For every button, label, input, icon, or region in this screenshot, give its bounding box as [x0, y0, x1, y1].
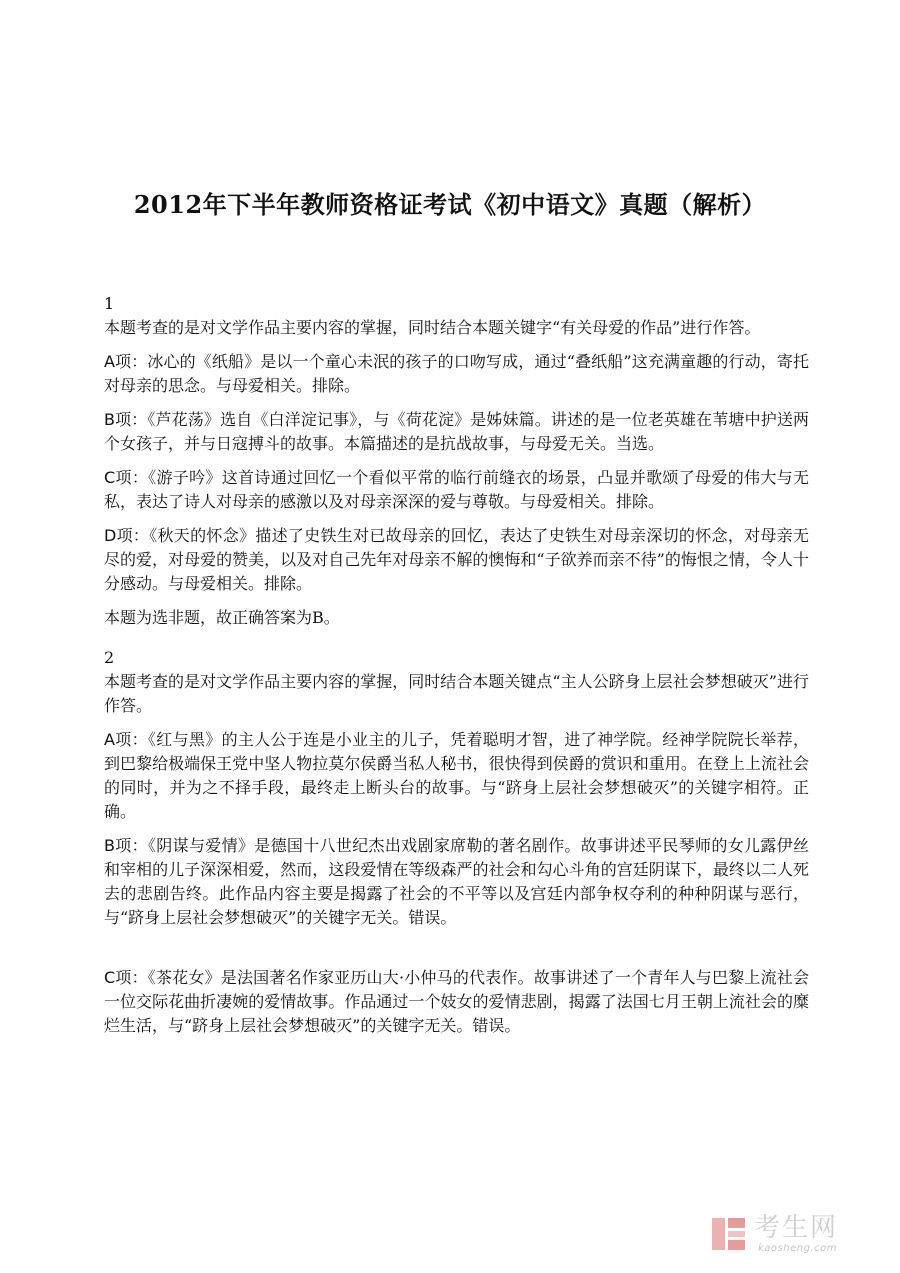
option-paragraph [104, 834, 809, 930]
watermark-brand: 考生网 [754, 1213, 839, 1243]
document-title: 2012年下半年教师资格证考试《初中语文》真题（解析） [133, 190, 767, 219]
kaosheng-logo-icon [710, 1215, 748, 1253]
option-text: 《芦花荡》选自《白洋淀记事》，与《荷花淀》是姊妹篇。讲述的是一位老英雄在苇塘中护送两个女孩子，并与日寇搏斗的故事。本篇描述的是抗战故事，与母爱无关。当选。 [104, 410, 809, 453]
option-text: 《红与黑》的主人公于连是小业主的儿子，凭着聪明才智，进了神学院。经神学院院长举荐，到巴黎给极端保王党中坚人物拉莫尔侯爵当私人秘书，很快得到侯爵的赏识和重用。在登上上流社会的同时，并为之不择手段，最终走上断头台的故事。与“跻身上层社会梦想破灭”的关键字相符。正确。 [104, 730, 809, 821]
watermark [710, 1213, 850, 1259]
option-label: A项： [104, 730, 148, 749]
option-text: 《秋天的怀念》描述了史铁生对已故母亲的回忆，表达了史铁生对母亲深切的怀念，对母亲无尽的爱，对母爱的赞美，以及对自己先年对母亲不解的懊悔和“子欲养而亲不待”的悔恨之情，令人十分感动。与母爱相关。排除。 [104, 526, 809, 593]
option-text: 《游子吟》这首诗通过回忆一个看似平常的临行前缝衣的场景，凸显并歌颂了母爱的伟大与无私，表达了诗人对母亲的感激以及对母亲深深的爱与尊敬。与母爱相关。排除。 [104, 468, 809, 511]
option-paragraph [104, 524, 809, 596]
option-label: A项： [104, 352, 148, 371]
option-paragraph [104, 728, 809, 824]
option-label: B项： [104, 836, 148, 855]
option-paragraph [104, 466, 809, 514]
question-number: 2 [104, 648, 115, 667]
question-conclusion: 本题为选非题，故正确答案为B。 [104, 608, 340, 627]
watermark-domain: kaosheng.com [758, 1243, 837, 1254]
option-text: 《茶花女》是法国著名作家亚历山大·小仲马的代表作。故事讲述了一个青年人与巴黎上流社会一位交际花曲折凄婉的爱情故事。作品通过一个妓女的爱情悲剧，揭露了法国七月王朝上流社会的糜烂生活，与“跻身上层社会梦想破灭”的关键字无关。错误。 [104, 968, 809, 1035]
question-intro: 本题考查的是对文学作品主要内容的掌握，同时结合本题关键点“主人公跻身上层社会梦想破灭”进行作答。 [104, 672, 809, 715]
option-label: C项： [104, 968, 148, 987]
question-number: 1 [104, 294, 115, 313]
option-paragraph [104, 966, 809, 1038]
question-intro: 本题考查的是对文学作品主要内容的掌握，同时结合本题关键字“有关母爱的作品”进行作答。 [104, 318, 761, 337]
option-paragraph [104, 350, 809, 398]
option-text: 《阴谋与爱情》是德国十八世纪杰出戏剧家席勒的著名剧作。故事讲述平民琴师的女儿露伊丝和宰相的儿子深深相爱，然而，这段爱情在等级森严的社会和勾心斗角的宫廷阴谋下，最终以二人死去的悲剧告终。此作品内容主要是揭露了社会的不平等以及宫廷内部争权夺利的种种阴谋与恶行，与“跻身上层社会梦想破灭”的关键字无关。错误。 [104, 836, 809, 927]
document-body [104, 292, 809, 1048]
option-label: C项： [104, 468, 149, 487]
option-label: B项： [104, 410, 148, 429]
option-paragraph [104, 408, 809, 456]
option-label: D项： [104, 526, 150, 545]
option-text: 冰心的《纸船》是以一个童心未泯的孩子的口吻写成，通过“叠纸船”这充满童趣的行动，寄托对母亲的思念。与母爱相关。排除。 [104, 352, 809, 395]
